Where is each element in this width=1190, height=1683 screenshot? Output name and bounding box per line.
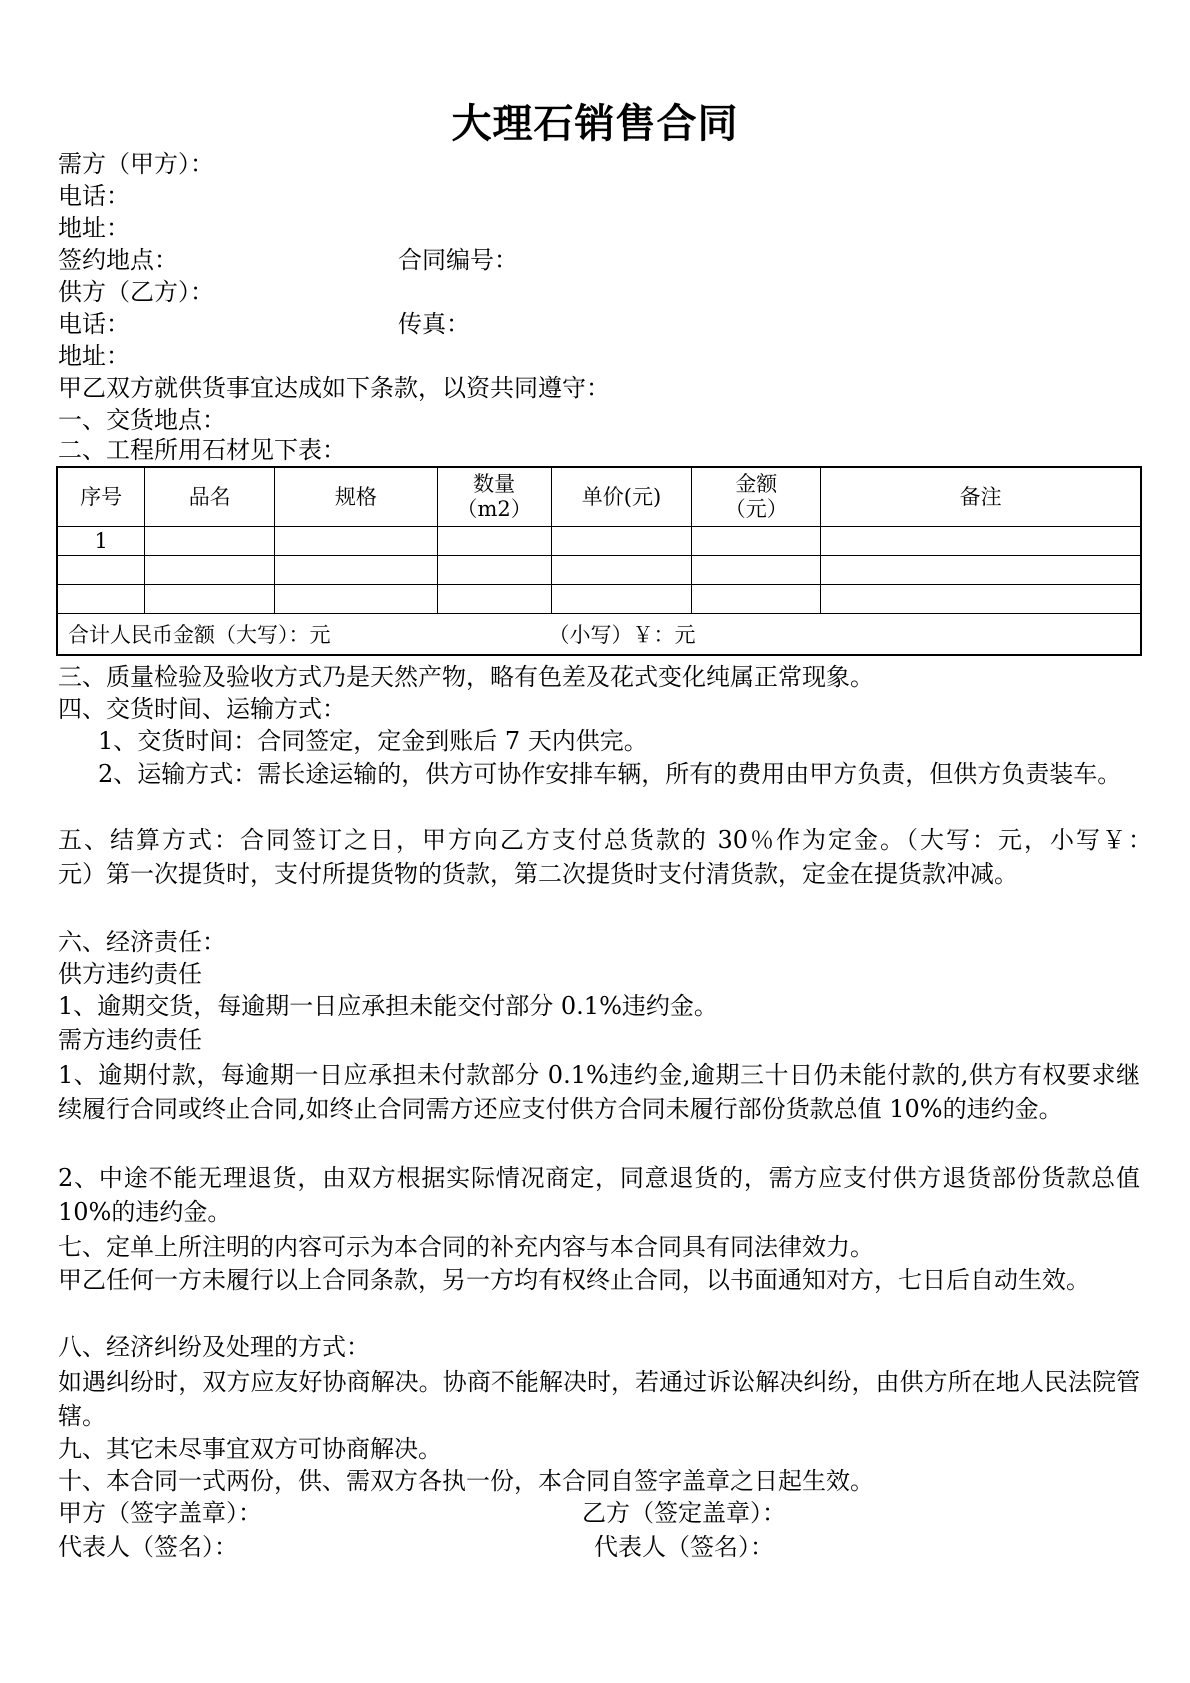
seller-liability-heading: 供方违约责任 <box>58 960 202 988</box>
party-b-seal-label: 乙方（签定盖章）： <box>582 1499 786 1527</box>
table-row <box>57 527 1141 556</box>
col-amount-line1: 金额 <box>735 472 778 496</box>
buyer-liability-heading: 需方违约责任 <box>58 1026 202 1054</box>
seller-phone-label: 电话： <box>58 310 130 338</box>
clause-3: 三、质量检验及验收方式乃是天然产物，略有色差及花式变化纯属正常现象。 <box>58 663 874 691</box>
clause-2: 二、工程所用石材见下表： <box>58 436 346 464</box>
col-qty-line2: （m2） <box>456 497 532 521</box>
col-qty <box>437 467 551 527</box>
col-qty-line1: 数量 <box>473 472 516 496</box>
total-cell <box>57 614 1141 656</box>
buyer-label: 需方（甲方）： <box>58 150 214 178</box>
total-big-label: 合计人民币金额（大写）：元 <box>68 623 331 647</box>
buyer-address-label: 地址： <box>58 214 130 242</box>
clause-7-b: 甲乙任何一方未履行以上合同条款，另一方均有权终止合同，以书面通知对方，七日后自动生效。 <box>58 1266 1090 1294</box>
clause-7: 七、定单上所注明的内容可示为本合同的补充内容与本合同具有同法律效力。 <box>58 1233 874 1261</box>
total-small-label: （小写）￥：元 <box>548 623 696 647</box>
materials-table <box>56 466 1142 656</box>
col-name: 品名 <box>145 467 275 527</box>
row-cell <box>275 585 438 614</box>
clause-4-1: 1、交货时间：合同签定，定金到账后 7 天内供完。 <box>98 727 648 755</box>
clause-4-2: 2、运输方式：需长途运输的，供方可协作安排车辆，所有的费用由甲方负责，但供方负责装车。 <box>98 760 1122 788</box>
col-amount <box>692 467 821 527</box>
row-cell <box>821 585 1141 614</box>
table-row <box>57 585 1141 614</box>
seller-fax-label: 传真： <box>398 310 470 338</box>
clause-1: 一、交货地点： <box>58 406 226 434</box>
intro-text: 甲乙双方就供货事宜达成如下条款，以资共同遵守： <box>58 374 610 402</box>
contract-no-label: 合同编号： <box>398 246 518 274</box>
row-cell <box>145 527 275 556</box>
party-a-seal-label: 甲方（签字盖章）： <box>58 1499 262 1527</box>
buyer-phone-label: 电话： <box>58 182 130 210</box>
col-spec: 规格 <box>275 467 438 527</box>
table-row <box>57 556 1141 585</box>
row-no <box>57 556 145 585</box>
sign-place-label: 签约地点： <box>58 246 178 274</box>
col-no: 序号 <box>57 467 145 527</box>
party-b-rep-label: 代表人（签名）： <box>594 1533 774 1561</box>
clause-8-b: 如遇纠纷时，双方应友好协商解决。协商不能解决时，若通过诉讼解决纠纷，由供方所在地人民法院管辖。 <box>58 1368 1140 1430</box>
seller-label: 供方（乙方）： <box>58 278 214 306</box>
col-price: 单价(元) <box>551 467 692 527</box>
buyer-liability-1: 1、逾期付款，每逾期一日应承担未付款部分 0.1%违约金,逾期三十日仍未能付款的,供方有权要求继续履行合同或终止合同,如终止合同需方还应支付供方合同未履行部份货款总值 10%的违约金。 <box>58 1061 1140 1123</box>
row-cell <box>551 585 692 614</box>
row-no <box>57 585 145 614</box>
row-cell <box>692 585 821 614</box>
row-cell <box>437 556 551 585</box>
row-cell <box>821 527 1141 556</box>
row-cell <box>275 527 438 556</box>
clause-5: 五、结算方式：合同签订之日，甲方向乙方支付总货款的 30％作为定金。（大写：元，小写￥： 元）第一次提货时，支付所提货物的货款，第二次提货时支付清货款，定金在提货款冲减。 <box>58 826 1188 888</box>
col-amount-line2: （元） <box>724 497 788 521</box>
col-remark: 备注 <box>821 467 1141 527</box>
clause-10: 十、本合同一式两份，供、需双方各执一份，本合同自签字盖章之日起生效。 <box>58 1467 874 1495</box>
row-cell <box>437 585 551 614</box>
party-a-rep-label: 代表人（签名）： <box>58 1533 238 1561</box>
row-cell <box>145 585 275 614</box>
table-total-row <box>57 614 1141 656</box>
clause-9: 九、其它未尽事宜双方可协商解决。 <box>58 1435 442 1463</box>
clause-8: 八、经济纠纷及处理的方式： <box>58 1333 370 1361</box>
row-cell <box>275 556 438 585</box>
row-cell <box>692 556 821 585</box>
seller-address-label: 地址： <box>58 342 130 370</box>
row-cell <box>145 556 275 585</box>
document-title: 大理石销售合同 <box>451 101 739 147</box>
row-cell <box>551 527 692 556</box>
row-no: 1 <box>57 527 145 556</box>
row-cell <box>821 556 1141 585</box>
buyer-liability-2: 2、中途不能无理退货，由双方根据实际情况商定，同意退货的，需方应支付供方退货部份货款总值 10%的违约金。 <box>58 1164 1140 1226</box>
clause-6: 六、经济责任： <box>58 928 226 956</box>
table-header-row <box>57 467 1141 527</box>
row-cell <box>692 527 821 556</box>
clause-4: 四、交货时间、运输方式： <box>58 695 346 723</box>
row-cell <box>437 527 551 556</box>
seller-liability-1: 1、逾期交货，每逾期一日应承担未能交付部分 0.1%违约金。 <box>58 992 718 1020</box>
row-cell <box>551 556 692 585</box>
